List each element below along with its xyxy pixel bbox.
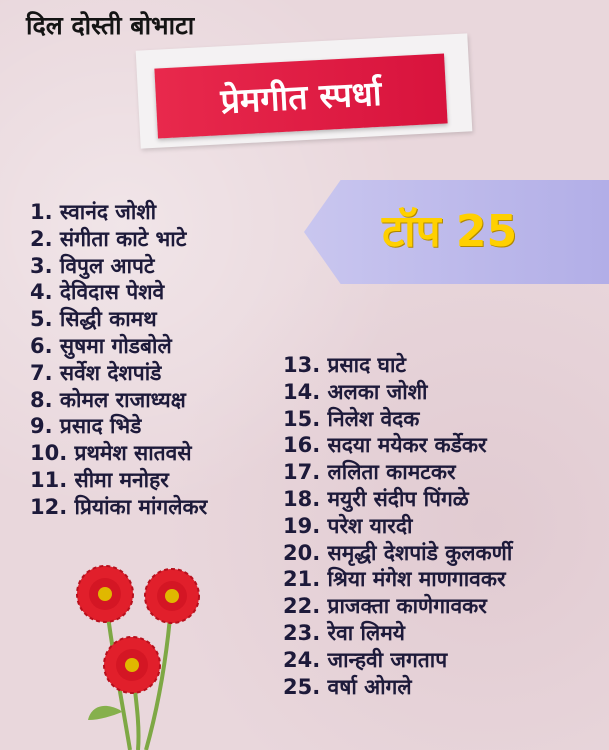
contestant-name: सुषमा गोडबोले [59,333,172,358]
ranking-row [30,279,207,306]
contestant-name: प्राजक्ता काणेगावकर [327,594,487,619]
contestant-name: सर्वेश देशपांडे [59,360,162,385]
contestant-name: रेवा लिमये [327,620,405,645]
contestant-name: स्वानंद जोशी [59,200,157,224]
ranking-row [30,306,207,333]
ranking-row [30,467,207,494]
rank-number: 11. [30,467,68,492]
ranking-row [283,647,512,674]
rank-number: 21. [283,567,321,592]
contestant-name: वर्षा ओगले [327,674,412,699]
rank-number: 19. [283,513,321,538]
ranking-row [283,432,512,459]
rank-number: 17. [283,460,321,485]
rank-number: 12. [30,494,68,519]
rank-number: 5. [30,307,53,332]
contestant-name: श्रिया मंगेश माणगावकर [327,567,506,592]
rank-number: 25. [283,674,321,699]
ranking-row [30,360,207,387]
ranking-row [283,593,512,620]
contestant-name: समृद्धी देशपांडे कुलकर्णी [327,540,513,565]
rank-number: 3. [30,253,53,278]
rank-number: 23. [283,620,321,645]
contestant-name: कोमल राजाध्यक्ष [59,387,186,412]
ranking-row [283,513,512,540]
rank-number: 15. [283,406,321,431]
ranking-row [30,199,207,226]
rank-number: 9. [30,414,53,439]
rank-number: 13. [283,353,321,377]
ranking-row [30,494,207,521]
ranking-row [30,413,207,440]
rank-number: 20. [283,540,321,565]
ranking-row [283,674,512,701]
rank-number: 22. [283,594,321,619]
ranking-row [30,440,207,467]
ranking-row [30,226,207,253]
flower-bottom [104,637,160,693]
rank-number: 14. [283,379,321,404]
contestant-name: प्रियांका मांगलेकर [74,494,208,519]
ranking-row [283,379,512,406]
contest-title: प्रेमगीत स्पर्धा [219,73,383,123]
contestant-name: संगीता काटे भाटे [59,226,187,251]
contestant-name: प्रसाद घाटे [327,353,406,377]
flower-left [77,566,133,622]
contestant-name: सिद्धी कामथ [59,307,157,332]
contestant-name: देविदास पेशवे [59,280,165,305]
rank-number: 4. [30,280,53,305]
contestant-name: प्रथमेश सातवसे [74,441,192,466]
top-25-label: टॉप 25 [382,206,518,257]
rank-number: 7. [30,360,53,385]
contestant-name: विपुल आपटे [59,253,155,278]
ranking-row [283,459,512,486]
ranking-row [30,333,207,360]
ranking-row [283,406,512,433]
rank-number: 2. [30,226,53,251]
group-name: दिल दोस्ती बोभाटा [26,11,195,40]
contestant-name: ललिता कामटकर [327,460,456,485]
ranking-row [283,540,512,567]
ranking-row [30,253,207,280]
rank-number: 16. [283,433,321,458]
rank-number: 24. [283,647,321,672]
contestant-name: जान्हवी जगताप [327,647,448,672]
contestant-name: मयुरी संदीप पिंगळे [327,486,469,511]
ranking-row [283,352,512,379]
contestant-name: निलेश वेदक [327,406,420,431]
flowers-illustration [60,560,210,750]
ranking-row [30,387,207,414]
flower-right [145,569,199,623]
contestant-name: अलका जोशी [327,379,428,404]
rank-number: 8. [30,387,53,412]
contestant-name: प्रसाद भिडे [59,414,142,439]
contestant-name: सदया मयेकर कर्डेकर [327,433,487,458]
rank-number: 6. [30,333,53,358]
ranking-list-right [283,352,512,700]
rank-number: 10. [30,441,68,466]
ranking-row [283,486,512,513]
ranking-row [283,620,512,647]
rank-number: 1. [30,200,53,224]
contestant-name: परेश यारदी [327,513,413,538]
ranking-row [283,566,512,593]
rank-number: 18. [283,486,321,511]
ranking-list-left [30,199,207,521]
contestant-name: सीमा मनोहर [74,467,169,492]
